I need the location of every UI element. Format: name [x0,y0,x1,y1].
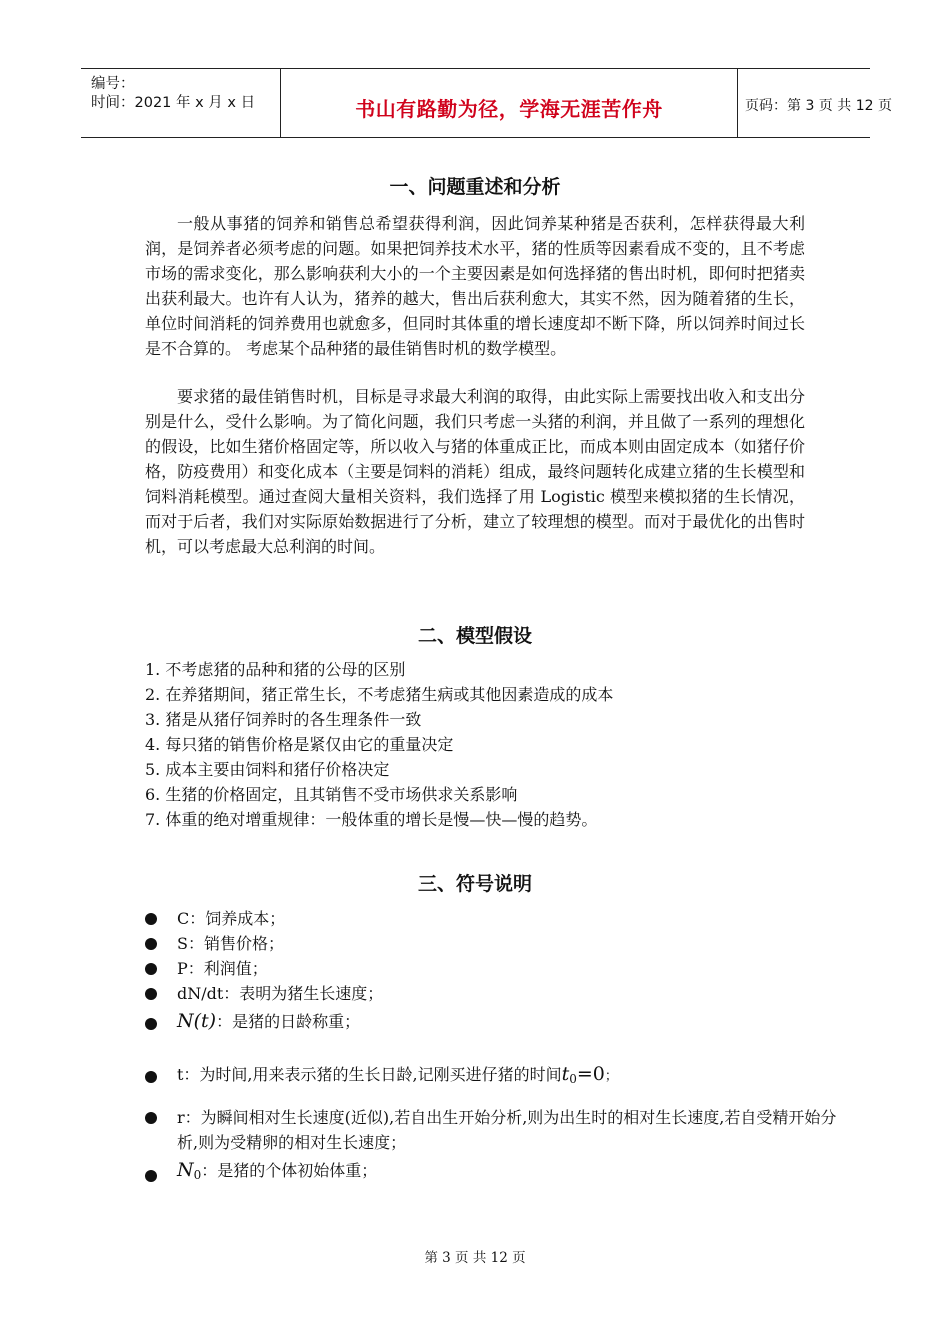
page-footer: 第 3 页 共 12 页 [424,1250,526,1266]
symbol-text: N(t)：是猪的日龄称重； [177,1010,361,1032]
math-N0: $N_0$ [177,1159,202,1182]
section-title-problem: 一、问题重述和分析 [389,176,561,198]
list-item: 4. 每只猪的销售价格是紧仅由它的重量决定 [145,735,454,754]
bullet-icon [145,938,157,950]
list-item: 5. 成本主要由饲料和猪仔价格决定 [145,760,390,779]
math-t0: $t_0=0$ [561,1063,605,1086]
math-N-of-t: N(t) [177,1010,217,1032]
document-number: 编号： [91,76,135,92]
bullet-icon [145,1112,157,1124]
list-item: 6. 生猪的价格固定，且其销售不受市场供求关系影响 [145,785,518,804]
bullet-icon [145,913,157,925]
header-page-cell [737,69,892,137]
symbol-text: dN/dt：表明为猪生长速度； [177,984,384,1003]
symbol-text: r：为瞬间相对生长速度(近似),若自出生开始分析,则为出生时的相对生长速度,若自受精开始分析,则为受精卵的相对生长速度； [177,1108,837,1152]
list-item: 7. 体重的绝对增重规律：一般体重的增长是慢—快—慢的趋势。 [145,810,598,829]
header-motto-cell [280,69,738,137]
list-item: 3. 猪是从猪仔饲养时的各生理条件一致 [145,710,422,729]
symbol-text: S：销售价格； [177,934,284,953]
symbol-text: $N_0$：是猪的个体初始体重； [177,1159,378,1182]
symbol-text: P：利润值； [177,959,268,978]
symbol-text: C：饲养成本； [177,909,286,928]
bullet-icon [145,1071,157,1083]
document-date: 时间：2021 年 x 月 x 日 [91,95,256,111]
bullet-icon [145,1170,157,1182]
bullet-icon [145,988,157,1000]
header-info-cell [81,69,280,137]
bullet-icon [145,963,157,975]
symbol-text: t：为时间,用来表示猪的生长日龄,记刚买进仔猪的时间$t_0=0$； [177,1063,618,1086]
section-title-symbols: 三、符号说明 [417,873,532,895]
motto: 书山有路勤为径，学海无涯苦作舟 [355,97,663,121]
page-info: 页码：第 3 页 共 12 页 [745,98,892,114]
paragraph-problem-1: 一般从事猪的饲养和销售总希望获得利润，因此饲养某种猪是否获利，怎样获得最大利润，是饲养者必须考虑的问题。如果把饲养技术水平，猪的性质等因素看成不变的，且不考虑市场的需求变化，那么影响获利大小的一个主要因素是如何选择猪的售出时机，即何时把猪卖出获利最大。也许有人认为，猪养的越大，售出后获利愈大，其实不然，因为随着猪的生长，单位时间消耗的饲养费用也就愈多，但同时其体重的增长速度却不断下降，所以饲养时间过长是不合算的。 考虑某个品种猪的最佳销售时机的数学模型。 [145,214,805,358]
paragraph-problem-2: 要求猪的最佳销售时机，目标是寻求最大利润的取得，由此实际上需要找出收入和支出分别是什么，受什么影响。为了简化问题，我们只考虑一头猪的利润，并且做了一系列的理想化的假设，比如生猪价格固定等，所以收入与猪的体重成正比，而成本则由固定成本（如猪仔价格，防疫费用）和变化成本（主要是饲料的消耗）组成，最终问题转化成建立猪的生长模型和饲料消耗模型。通过查阅大量相关资料，我们选择了用 Logistic 模型来模拟猪的生长情况，而对于后者，我们对实际原始数据进行了分析，建立了较理想的模型。而对于最优化的出售时机，可以考虑最大总利润的时间。 [145,387,805,556]
page-header [81,68,892,138]
list-item: 2. 在养猪期间，猪正常生长，不考虑猪生病或其他因素造成的成本 [145,685,614,704]
bullet-icon [145,1018,157,1030]
assumption-list [145,657,825,832]
section-title-assumptions: 二、模型假设 [417,625,532,647]
list-item: 1. 不考虑猪的品种和猪的公母的区别 [145,660,406,679]
